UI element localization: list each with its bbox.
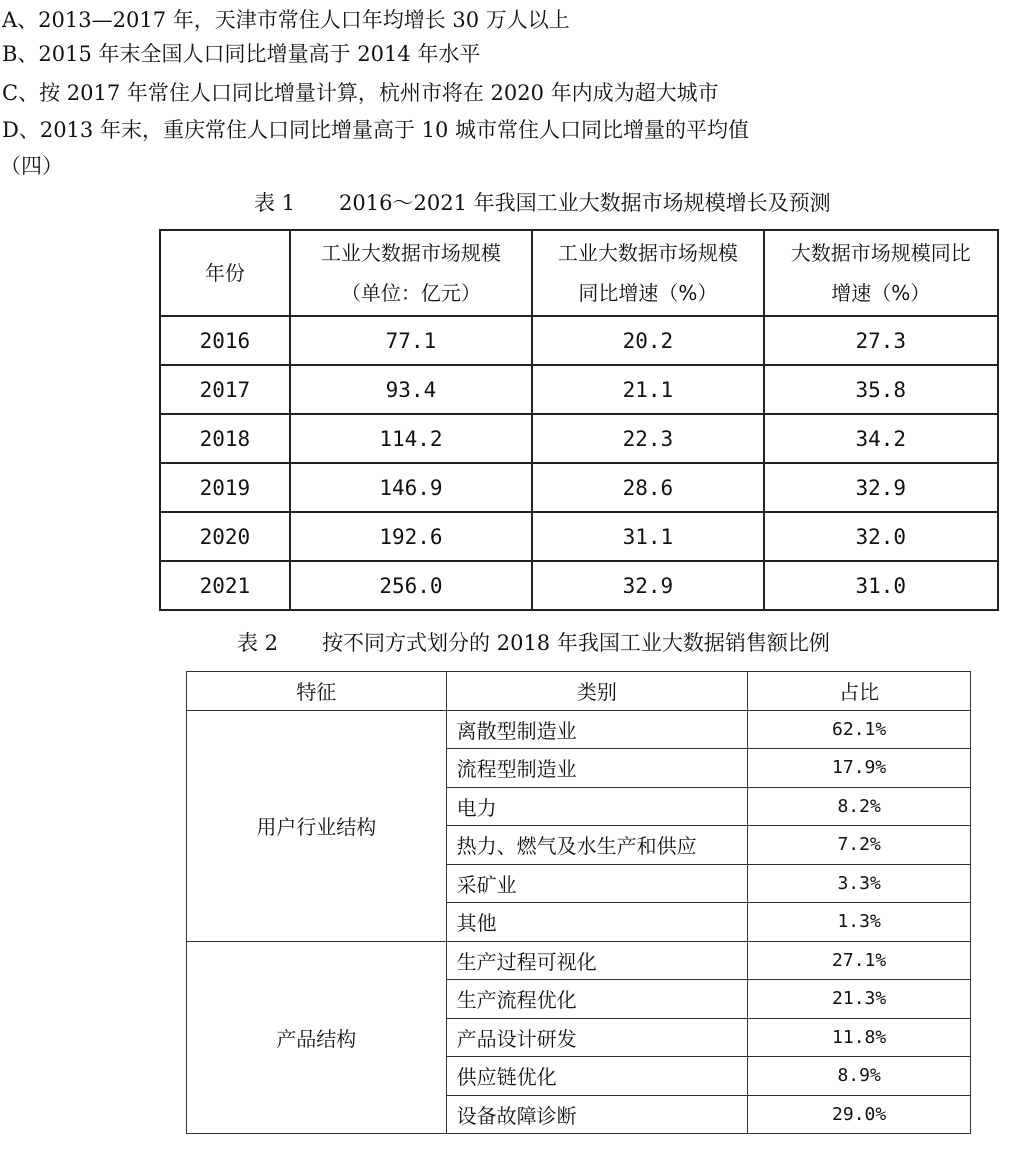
- cell-category: 供应链优化: [446, 1057, 748, 1096]
- cell-year: 2021: [160, 561, 290, 610]
- cell-size: 77.1: [290, 316, 532, 365]
- table2-caption-title: 按不同方式划分的 2018 年我国工业大数据销售额比例: [322, 631, 830, 655]
- cell-share: 1.3%: [748, 903, 971, 942]
- header-market-growth-line1: 工业大数据市场规模: [557, 241, 738, 265]
- cell-bigdata-growth: 32.0: [764, 512, 998, 561]
- table-row: [187, 941, 971, 980]
- cell-category: 设备故障诊断: [446, 1095, 748, 1134]
- header-category: 类别: [446, 672, 748, 711]
- cell-category: 热力、燃气及水生产和供应: [446, 826, 748, 865]
- cell-size: 192.6: [290, 512, 532, 561]
- cell-growth: 21.1: [532, 365, 763, 414]
- header-year: 年份: [160, 230, 290, 316]
- cell-size: 93.4: [290, 365, 532, 414]
- table1-caption-number: 表 1: [254, 191, 296, 215]
- cell-size: 114.2: [290, 414, 532, 463]
- table2-caption-number: 表 2: [237, 631, 279, 655]
- cell-category: 生产流程优化: [446, 980, 748, 1019]
- header-market-growth: [532, 230, 763, 316]
- cell-share: 3.3%: [748, 864, 971, 903]
- market-size-table: [159, 229, 999, 611]
- header-market-size: [290, 230, 532, 316]
- cell-share: 8.9%: [748, 1057, 971, 1096]
- header-bigdata-growth-line1: 大数据市场规模同比: [790, 241, 971, 265]
- cell-share: 11.8%: [748, 1018, 971, 1057]
- cell-bigdata-growth: 34.2: [764, 414, 998, 463]
- option-c: C、按 2017 年常住人口同比增量计算，杭州市将在 2020 年内成为超大城市: [2, 81, 719, 105]
- option-d: D、2013 年末，重庆常住人口同比增量高于 10 城市常住人口同比增量的平均值: [2, 118, 750, 142]
- cell-category: 流程型制造业: [446, 749, 748, 788]
- table-row: [160, 316, 998, 365]
- cell-share: 17.9%: [748, 749, 971, 788]
- cell-year: 2016: [160, 316, 290, 365]
- cell-share: 7.2%: [748, 826, 971, 865]
- cell-size: 146.9: [290, 463, 532, 512]
- cell-year: 2017: [160, 365, 290, 414]
- cell-bigdata-growth: 27.3: [764, 316, 998, 365]
- cell-bigdata-growth: 31.0: [764, 561, 998, 610]
- cell-category: 电力: [446, 787, 748, 826]
- cell-category: 采矿业: [446, 864, 748, 903]
- cell-year: 2018: [160, 414, 290, 463]
- header-market-growth-line2: 同比增速（%）: [578, 281, 718, 305]
- cell-category: 其他: [446, 903, 748, 942]
- header-bigdata-growth-line2: 增速（%）: [831, 281, 931, 305]
- cell-size: 256.0: [290, 561, 532, 610]
- cell-share: 8.2%: [748, 787, 971, 826]
- group-user-industry: 用户行业结构: [187, 710, 447, 941]
- cell-growth: 28.6: [532, 463, 763, 512]
- header-market-size-line2: （单位：亿元）: [340, 281, 481, 305]
- group-product-structure: 产品结构: [187, 941, 447, 1134]
- cell-category: 生产过程可视化: [446, 941, 748, 980]
- table-row: [160, 512, 998, 561]
- cell-growth: 22.3: [532, 414, 763, 463]
- section-label: （四）: [0, 154, 63, 178]
- cell-share: 21.3%: [748, 980, 971, 1019]
- cell-year: 2020: [160, 512, 290, 561]
- cell-year: 2019: [160, 463, 290, 512]
- sales-share-table: [186, 671, 971, 1134]
- cell-share: 27.1%: [748, 941, 971, 980]
- option-b: B、2015 年末全国人口同比增量高于 2014 年水平: [2, 42, 481, 66]
- cell-share: 62.1%: [748, 710, 971, 749]
- header-feature: 特征: [187, 672, 447, 711]
- table-row: [187, 710, 971, 749]
- table-row: [160, 561, 998, 610]
- header-bigdata-growth: [764, 230, 998, 316]
- option-a: A、2013—2017 年，天津市常住人口年均增长 30 万人以上: [2, 8, 570, 32]
- header-share: 占比: [748, 672, 971, 711]
- cell-growth: 20.2: [532, 316, 763, 365]
- cell-share: 29.0%: [748, 1095, 971, 1134]
- cell-growth: 31.1: [532, 512, 763, 561]
- table-row: [160, 414, 998, 463]
- table1-caption-title: 2016～2021 年我国工业大数据市场规模增长及预测: [339, 191, 831, 215]
- table2-header-row: [187, 672, 971, 711]
- table1-caption: [254, 188, 831, 218]
- cell-growth: 32.9: [532, 561, 763, 610]
- cell-bigdata-growth: 35.8: [764, 365, 998, 414]
- table-row: [160, 463, 998, 512]
- cell-category: 离散型制造业: [446, 710, 748, 749]
- table-row: [160, 365, 998, 414]
- header-market-size-line1: 工业大数据市场规模: [320, 241, 501, 265]
- table2-caption: [237, 628, 830, 658]
- cell-category: 产品设计研发: [446, 1018, 748, 1057]
- cell-bigdata-growth: 32.9: [764, 463, 998, 512]
- table1-header-row: [160, 230, 998, 316]
